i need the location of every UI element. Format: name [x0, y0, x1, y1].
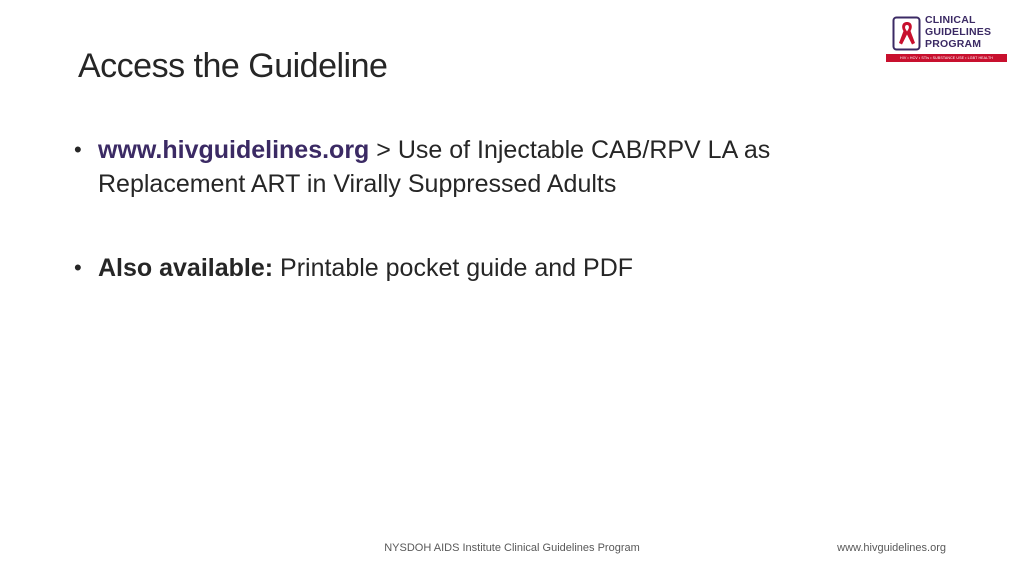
bullet-dot: • — [74, 255, 82, 280]
logo-wordmark — [925, 14, 1011, 50]
bullet-label: Also available: — [98, 254, 274, 282]
logo-tagline: HIV • HCV • STIs • SUBSTANCE USE • LGBT HEALTH — [886, 54, 1007, 62]
bullet-item — [74, 251, 834, 285]
footer-url: www.hivguidelines.org — [837, 542, 946, 554]
logo-line: CLINICAL — [925, 14, 976, 26]
guideline-link[interactable]: www.hivguidelines.org — [98, 136, 370, 164]
footer-program-name: NYSDOH AIDS Institute Clinical Guidelines Program — [384, 542, 640, 554]
bullet-list — [74, 133, 834, 285]
bullet-item — [74, 133, 834, 201]
slide-title: Access the Guideline — [78, 47, 388, 85]
bullet-text: > Use of Injectable CAB/RPV LA as Replacement ART in Virally Suppressed Adults — [98, 136, 771, 198]
logo-line: PROGRAM — [925, 38, 982, 50]
bullet-text: Printable pocket guide and PDF — [273, 254, 634, 282]
logo-line: GUIDELINES — [925, 26, 992, 38]
program-logo — [886, 12, 1010, 66]
red-ribbon-icon — [892, 16, 922, 52]
bullet-dot: • — [74, 137, 82, 162]
